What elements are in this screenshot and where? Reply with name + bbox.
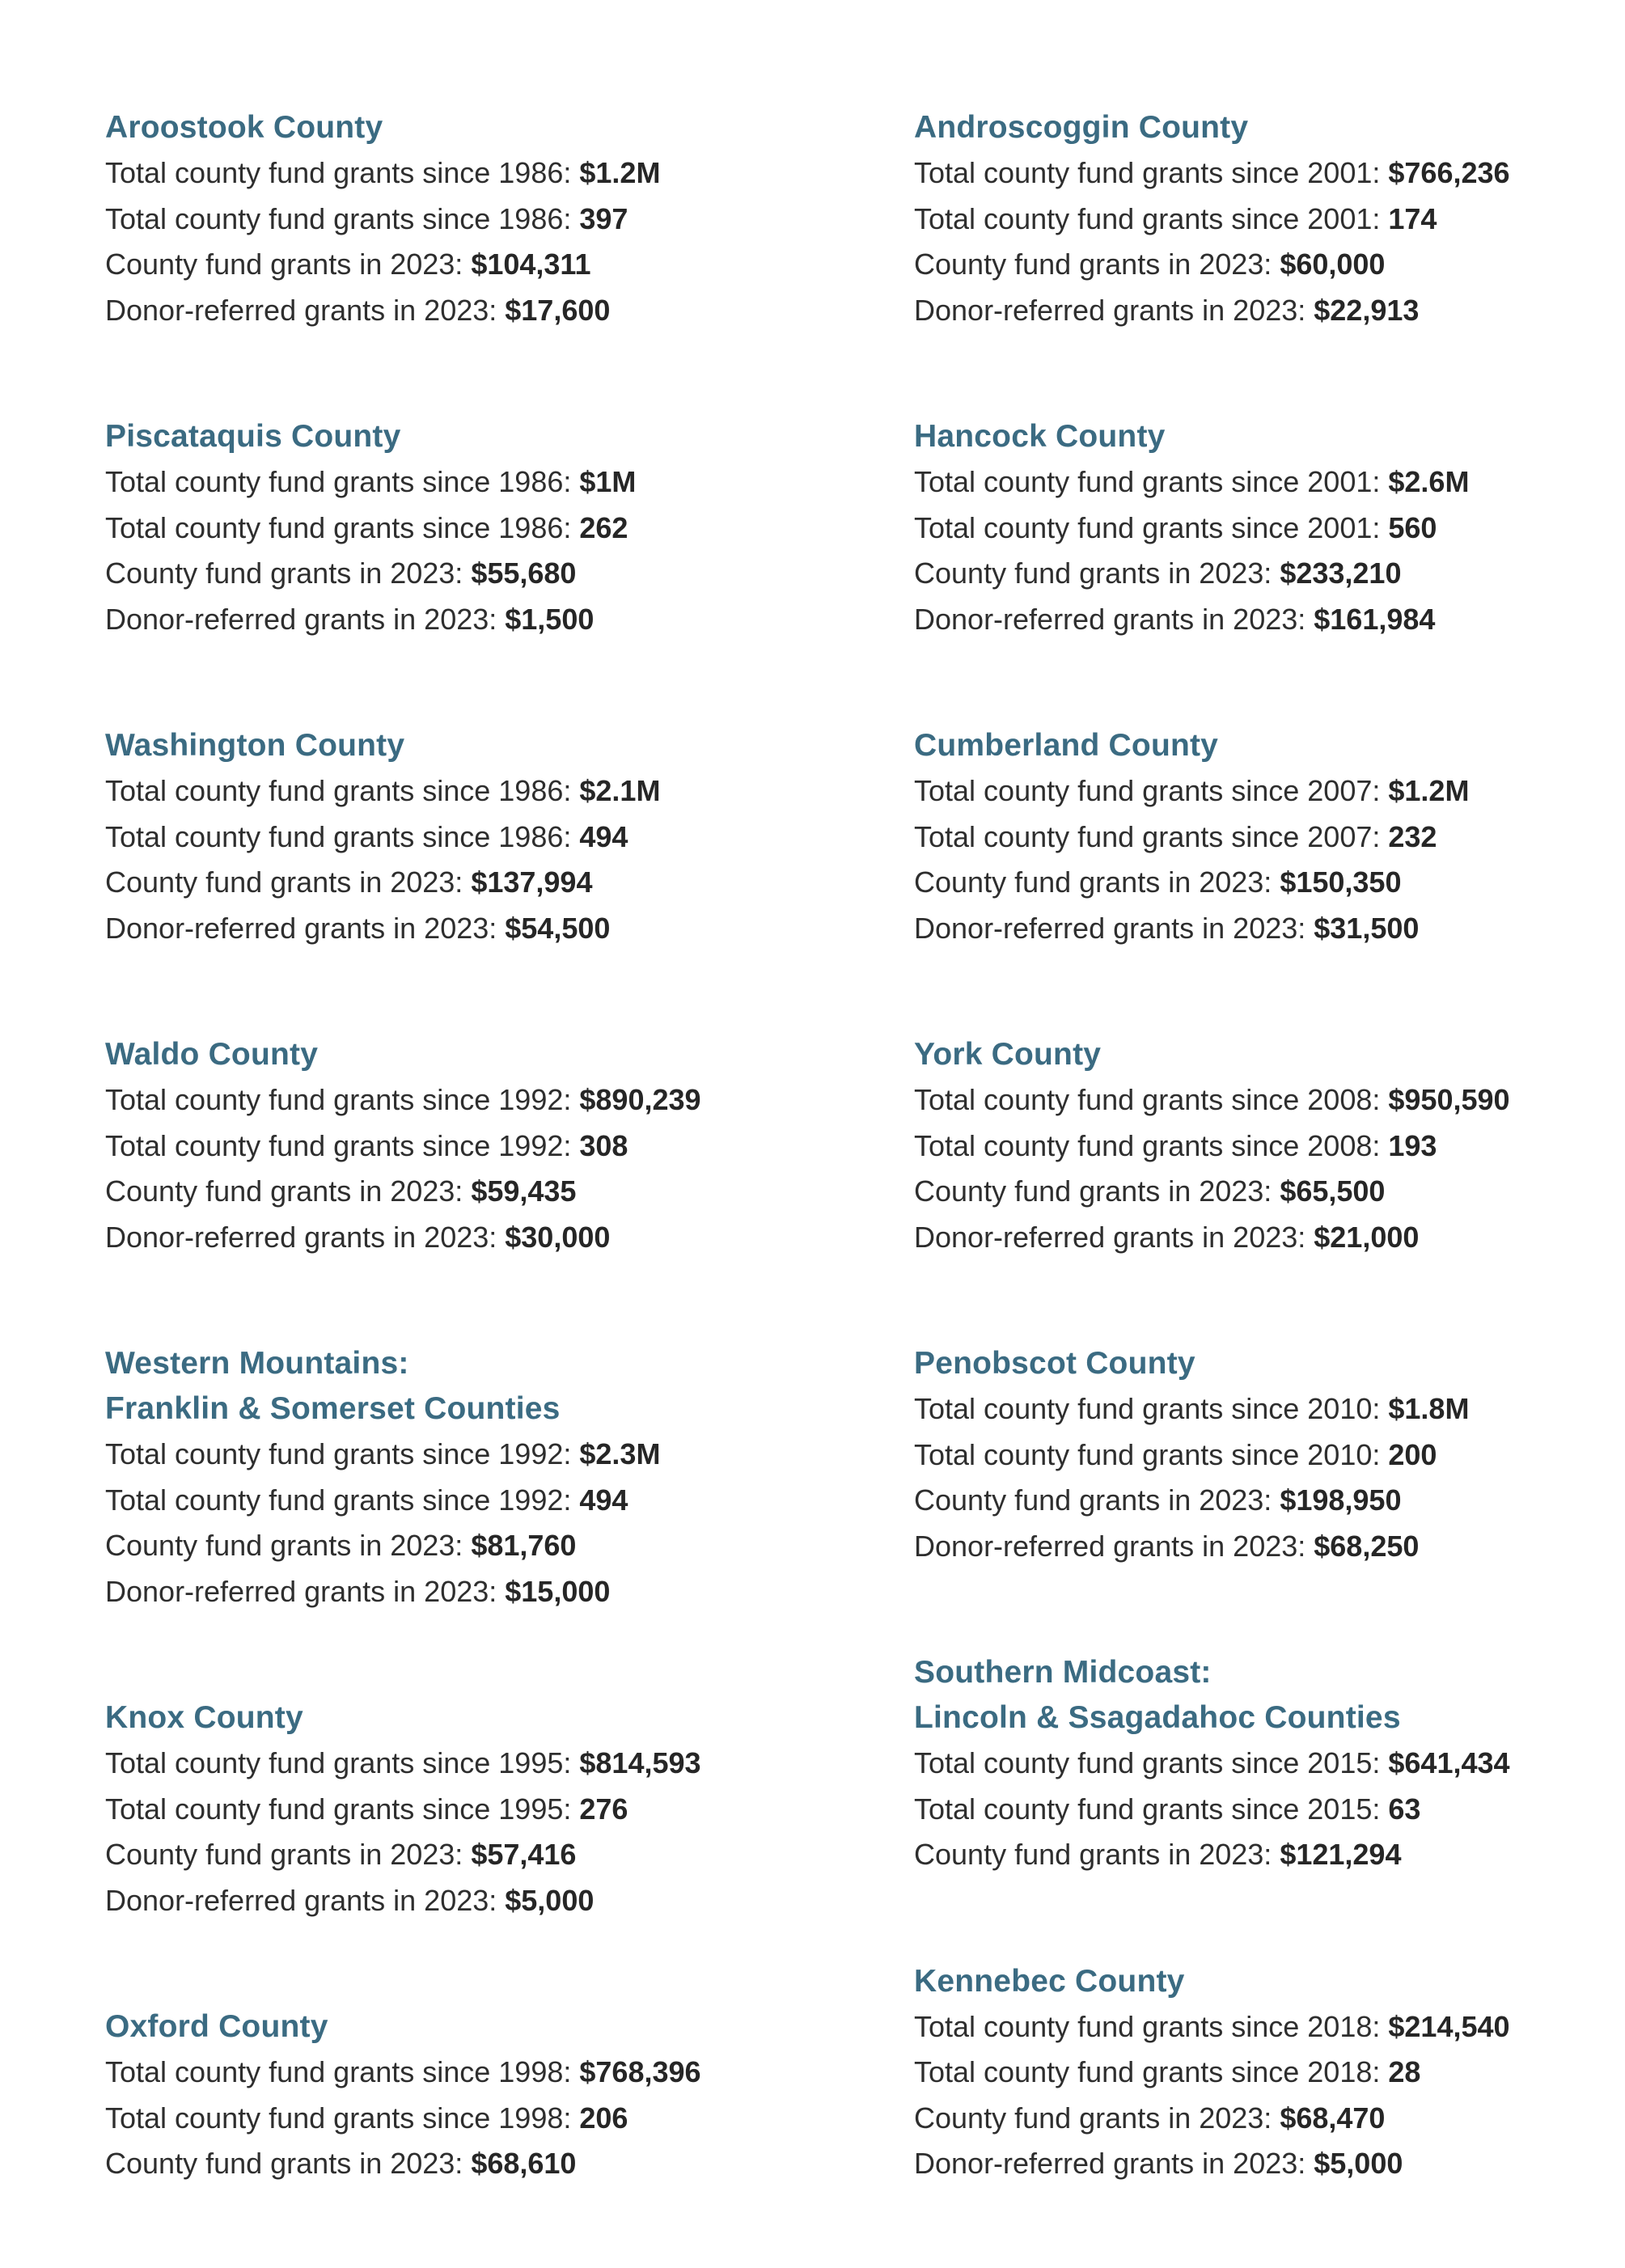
- stat-value: $81,760: [471, 1529, 577, 1562]
- stat-line: [105, 597, 833, 643]
- stat-line: [105, 906, 833, 952]
- stat-value: 262: [579, 510, 628, 544]
- stat-line: [914, 2141, 1625, 2187]
- county-title: Oxford County: [105, 2009, 328, 2044]
- stat-value: $1,500: [505, 602, 595, 636]
- stat-line: [914, 1432, 1625, 1479]
- stat-label: County fund grants in 2023:: [105, 865, 472, 899]
- stat-line: [914, 242, 1625, 288]
- stat-line: [914, 1169, 1625, 1215]
- stat-label: Total county fund grants since 1995:: [105, 1746, 580, 1779]
- stat-value: $2.1M: [579, 774, 661, 807]
- county-block-aroostook-county: [105, 105, 833, 333]
- stat-line: [105, 2096, 833, 2142]
- stat-label: County fund grants in 2023:: [914, 1838, 1280, 1871]
- stat-label: Total county fund grants since 1992:: [105, 1437, 580, 1470]
- stat-line: [105, 150, 833, 197]
- stat-value: $1M: [579, 465, 637, 498]
- county-title: Washington County: [105, 728, 405, 763]
- stat-value: $2.6M: [1388, 465, 1470, 498]
- county-block-western-mountains-franklin-somerset-counties: [105, 1341, 833, 1614]
- county-title: Androscoggin County: [914, 110, 1249, 145]
- stat-value: $31,500: [1314, 911, 1420, 945]
- stat-line: [105, 768, 833, 815]
- stat-line: [105, 288, 833, 334]
- stat-value: $30,000: [505, 1220, 611, 1254]
- stat-line: [914, 197, 1625, 243]
- county-title: Aroostook County: [105, 110, 383, 145]
- stat-label: County fund grants in 2023:: [105, 556, 472, 590]
- stat-line: [105, 1123, 833, 1170]
- stat-label: County fund grants in 2023:: [105, 1838, 472, 1871]
- stat-line: [914, 288, 1625, 334]
- stat-label: Total county fund grants since 2008:: [914, 1128, 1389, 1162]
- stat-line: [914, 1524, 1625, 1570]
- stat-line: [105, 1523, 833, 1569]
- stat-line: [914, 597, 1625, 643]
- stat-line: [914, 1478, 1625, 1524]
- stat-line: [105, 1878, 833, 1924]
- stat-value: $950,590: [1388, 1083, 1510, 1116]
- stat-line: [105, 1432, 833, 1478]
- county-title: Kennebec County: [914, 1963, 1185, 1999]
- stat-value: 200: [1388, 1437, 1437, 1471]
- stat-value: $233,210: [1280, 556, 1402, 590]
- stat-value: $214,540: [1388, 2009, 1510, 2043]
- stat-label: Total county fund grants since 2008:: [914, 1083, 1389, 1116]
- stat-label: Total county fund grants since 2010:: [914, 1392, 1389, 1425]
- stat-value: $54,500: [505, 911, 611, 945]
- stat-line: [105, 860, 833, 906]
- stat-value: $60,000: [1280, 248, 1386, 281]
- stat-label: County fund grants in 2023:: [914, 865, 1280, 899]
- county-block-oxford-county: [105, 2004, 833, 2187]
- stat-line: [914, 906, 1625, 952]
- stat-label: Total county fund grants since 1986:: [105, 156, 580, 189]
- stat-label: Donor-referred grants in 2023:: [105, 911, 506, 945]
- stat-label: Total county fund grants since 2001:: [914, 201, 1389, 235]
- stat-label: Total county fund grants since 1995:: [105, 1792, 580, 1826]
- stat-value: $814,593: [579, 1746, 701, 1779]
- stat-value: 308: [579, 1128, 628, 1162]
- stat-label: County fund grants in 2023:: [105, 1174, 472, 1208]
- stat-label: County fund grants in 2023:: [105, 1529, 472, 1562]
- stat-line: [914, 150, 1625, 197]
- stat-line: [914, 551, 1625, 597]
- stat-line: [914, 1787, 1625, 1833]
- stat-label: Total county fund grants since 1992:: [105, 1483, 580, 1517]
- stat-label: Total county fund grants since 1998:: [105, 2055, 580, 2088]
- stat-value: $137,994: [471, 865, 593, 899]
- county-title: York County: [914, 1037, 1102, 1072]
- stat-value: $59,435: [471, 1174, 577, 1208]
- county-title: Knox County: [105, 1700, 303, 1735]
- stat-line: [914, 2004, 1625, 2050]
- stat-line: [914, 1832, 1625, 1878]
- stat-value: $68,610: [471, 2147, 577, 2180]
- stat-label: County fund grants in 2023:: [914, 1483, 1280, 1517]
- county-block-york-county: [914, 1032, 1625, 1260]
- stat-label: County fund grants in 2023:: [914, 556, 1280, 590]
- stat-line: [105, 506, 833, 552]
- stat-value: $1.2M: [579, 156, 661, 189]
- county-title: Western Mountains:: [105, 1346, 409, 1381]
- stat-label: County fund grants in 2023:: [914, 1174, 1280, 1208]
- stat-value: 560: [1388, 510, 1437, 544]
- stat-value: 206: [579, 2101, 628, 2135]
- stat-label: Total county fund grants since 2007:: [914, 819, 1389, 853]
- stat-value: $15,000: [505, 1574, 611, 1608]
- stat-label: Donor-referred grants in 2023:: [105, 1220, 506, 1254]
- stat-value: $890,239: [579, 1083, 701, 1116]
- right-column: [914, 105, 1625, 2268]
- stat-label: Total county fund grants since 1992:: [105, 1083, 580, 1116]
- county-title: Southern Midcoast:: [914, 1655, 1212, 1690]
- stat-line: [914, 1077, 1625, 1123]
- stat-label: County fund grants in 2023:: [914, 248, 1280, 281]
- stat-line: [105, 1077, 833, 1123]
- stat-label: County fund grants in 2023:: [914, 2101, 1280, 2135]
- stat-value: $2.3M: [579, 1437, 661, 1470]
- county-block-hancock-county: [914, 414, 1625, 642]
- stat-value: 232: [1388, 819, 1437, 853]
- stat-line: [105, 197, 833, 243]
- stat-value: $161,984: [1314, 602, 1436, 636]
- stat-line: [105, 1169, 833, 1215]
- stat-value: $1.2M: [1388, 774, 1470, 807]
- county-block-androscoggin-county: [914, 105, 1625, 333]
- stat-value: $121,294: [1280, 1838, 1402, 1871]
- county-title: Waldo County: [105, 1037, 319, 1072]
- county-title: Cumberland County: [914, 728, 1219, 763]
- stat-label: Total county fund grants since 2018:: [914, 2009, 1389, 2043]
- stat-line: [105, 2141, 833, 2187]
- stat-label: County fund grants in 2023:: [105, 2147, 472, 2180]
- stat-line: [105, 1569, 833, 1615]
- stat-value: 494: [579, 1483, 628, 1517]
- stat-value: $68,470: [1280, 2101, 1386, 2135]
- stat-value: 494: [579, 819, 628, 853]
- stat-value: $65,500: [1280, 1174, 1386, 1208]
- stat-label: Total county fund grants since 2018:: [914, 2055, 1389, 2088]
- county-block-penobscot-county: [914, 1341, 1625, 1569]
- stat-value: $1.8M: [1388, 1392, 1470, 1425]
- stat-label: Donor-referred grants in 2023:: [105, 293, 506, 327]
- stat-label: Donor-referred grants in 2023:: [914, 2147, 1314, 2180]
- stat-label: Total county fund grants since 2015:: [914, 1792, 1389, 1826]
- stat-label: Total county fund grants since 1986:: [105, 774, 580, 807]
- stat-label: Donor-referred grants in 2023:: [105, 1883, 506, 1917]
- stat-value: $198,950: [1280, 1483, 1402, 1517]
- stat-value: 276: [579, 1792, 628, 1826]
- stat-label: Total county fund grants since 2001:: [914, 465, 1389, 498]
- stat-line: [105, 1215, 833, 1261]
- stat-value: $55,680: [471, 556, 577, 590]
- stat-label: Donor-referred grants in 2023:: [105, 1574, 506, 1608]
- stat-label: Total county fund grants since 2001:: [914, 510, 1389, 544]
- county-block-southern-midcoast-lincoln-ssagadahoc-counties: [914, 1650, 1625, 1878]
- stat-label: Donor-referred grants in 2023:: [914, 1220, 1314, 1254]
- stat-line: [105, 815, 833, 861]
- stat-line: [914, 860, 1625, 906]
- stat-value: $68,250: [1314, 1529, 1420, 1563]
- stat-line: [105, 1832, 833, 1878]
- county-title: Franklin & Somerset Counties: [105, 1391, 561, 1426]
- stat-label: Total county fund grants since 1992:: [105, 1128, 580, 1162]
- stat-line: [914, 1386, 1625, 1432]
- stat-label: Donor-referred grants in 2023:: [914, 911, 1314, 945]
- stat-value: 397: [579, 201, 628, 235]
- county-title: Penobscot County: [914, 1346, 1195, 1381]
- county-title: Piscataquis County: [105, 419, 401, 454]
- stat-line: [914, 815, 1625, 861]
- stat-value: 193: [1388, 1128, 1437, 1162]
- stat-line: [105, 1741, 833, 1787]
- stat-line: [105, 1478, 833, 1524]
- stat-value: $5,000: [1314, 2147, 1403, 2180]
- stat-value: 174: [1388, 201, 1437, 235]
- stat-label: Total county fund grants since 2010:: [914, 1437, 1389, 1471]
- stat-label: Donor-referred grants in 2023:: [914, 1529, 1314, 1563]
- stat-value: 28: [1388, 2055, 1421, 2088]
- stat-value: $104,311: [471, 248, 591, 281]
- stat-line: [105, 459, 833, 506]
- stat-label: Total county fund grants since 2015:: [914, 1746, 1389, 1779]
- stat-value: $150,350: [1280, 865, 1402, 899]
- county-block-piscataquis-county: [105, 414, 833, 642]
- stat-label: Donor-referred grants in 2023:: [105, 602, 506, 636]
- stat-label: Total county fund grants since 1986:: [105, 510, 580, 544]
- stat-value: $21,000: [1314, 1220, 1420, 1254]
- stat-value: $5,000: [505, 1883, 595, 1917]
- left-column: [105, 105, 833, 2268]
- stat-label: Donor-referred grants in 2023:: [914, 602, 1314, 636]
- stat-line: [914, 2050, 1625, 2096]
- stat-line: [914, 1741, 1625, 1787]
- stat-value: $768,396: [579, 2055, 701, 2088]
- stat-label: County fund grants in 2023:: [105, 248, 472, 281]
- stat-label: Donor-referred grants in 2023:: [914, 293, 1314, 327]
- stat-value: $22,913: [1314, 293, 1420, 327]
- stat-label: Total county fund grants since 1998:: [105, 2101, 580, 2135]
- stat-value: $17,600: [505, 293, 611, 327]
- stat-value: 63: [1388, 1792, 1421, 1826]
- stat-line: [914, 768, 1625, 815]
- stat-line: [105, 1787, 833, 1833]
- stat-line: [105, 242, 833, 288]
- stat-line: [914, 2096, 1625, 2142]
- county-block-kennebec-county: [914, 1959, 1625, 2187]
- stat-line: [105, 551, 833, 597]
- stat-label: Total county fund grants since 2001:: [914, 156, 1389, 189]
- stat-line: [105, 2050, 833, 2096]
- stat-line: [914, 1123, 1625, 1170]
- stat-value: $57,416: [471, 1838, 577, 1871]
- county-block-cumberland-county: [914, 723, 1625, 951]
- stat-label: Total county fund grants since 1986:: [105, 819, 580, 853]
- county-title: Hancock County: [914, 419, 1166, 454]
- stat-label: Total county fund grants since 1986:: [105, 201, 580, 235]
- stat-line: [914, 506, 1625, 552]
- county-block-waldo-county: [105, 1032, 833, 1260]
- stat-line: [914, 1215, 1625, 1261]
- county-block-knox-county: [105, 1695, 833, 1923]
- stat-label: Total county fund grants since 2007:: [914, 774, 1389, 807]
- stat-line: [914, 459, 1625, 506]
- county-title: Lincoln & Ssagadahoc Counties: [914, 1700, 1401, 1735]
- stat-value: $641,434: [1388, 1746, 1510, 1779]
- county-block-washington-county: [105, 723, 833, 951]
- stat-value: $766,236: [1388, 156, 1510, 189]
- stat-label: Total county fund grants since 1986:: [105, 465, 580, 498]
